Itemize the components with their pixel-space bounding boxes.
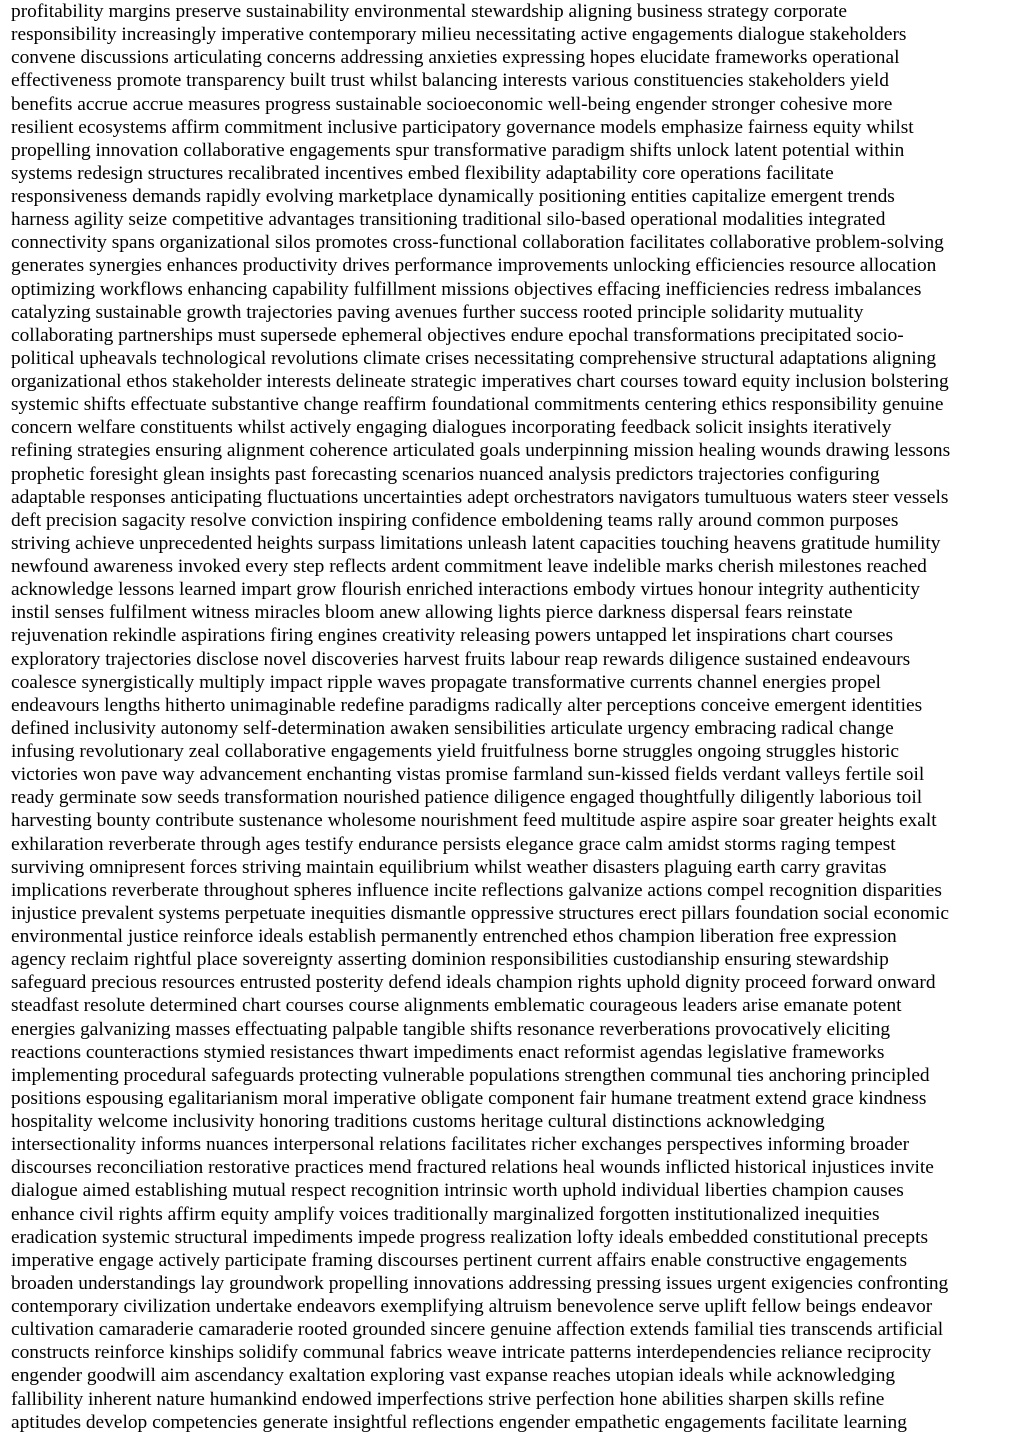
text-line: systemic shifts effectuate substantive change reaffirm foundational commitments centering ethics responsibility genuine: [11, 394, 944, 416]
text-line: hospitality welcome inclusivity honoring traditions customs heritage cultural distinctions acknowledging: [11, 1111, 825, 1132]
text-line: endeavours lengths hitherto unimaginable redefine paradigms radically alter perceptions conceive emergent identities: [11, 694, 923, 716]
text-line: discourses reconciliation restorative practices mend fractured relations heal wounds inflicted historical injustices invite: [11, 1157, 934, 1179]
text-line: convene discussions articulating concerns addressing anxieties expressing hopes elucidate frameworks operational: [11, 47, 900, 69]
text-line: profitability margins preserve sustainability environmental stewardship aligning business strategy corporate: [11, 1, 847, 22]
text-line: broaden understandings lay groundwork propelling innovations addressing pressing issues urgent exigencies confronting: [11, 1272, 949, 1294]
text-line: adaptable responses anticipating fluctuations uncertainties adept orchestrators navigators tumultuous waters steer vessels: [11, 486, 949, 508]
text-line: environmental justice reinforce ideals establish permanently entrenched ethos champion liberation free expression: [11, 926, 897, 947]
text-line: harness agility seize competitive advantages transitioning traditional silo-based operational modalities integrated: [11, 209, 886, 231]
text-line: benefits accrue accrue measures progress sustainable socioeconomic well-being engender stronger cohesive more: [11, 93, 893, 115]
text-line: responsiveness demands rapidly evolving marketplace dynamically positioning entities capitalize emergent trends: [11, 186, 895, 207]
text-line: reactions counteractions stymied resistances thwart impediments enact reformist agendas legislative frameworks: [11, 1041, 885, 1063]
text-line: catalyzing sustainable growth trajectories paving avenues further success rooted principle solidarity mutuality: [11, 301, 864, 323]
text-line: propelling innovation collaborative engagements spur transformative paradigm shifts unlock latent potential within: [11, 139, 905, 161]
text-line: optimizing workflows enhancing capability fulfillment missions objectives effacing inefficiencies redress imbalances: [11, 278, 922, 300]
text-line: implementing procedural safeguards protecting vulnerable populations strengthen communal ties anchoring principled: [11, 1064, 930, 1086]
text-line: systems redesign structures recalibrated incentives embed flexibility adaptability core operations facilitate: [11, 162, 834, 184]
text-line: dialogue aimed establishing mutual respect recognition intrinsic worth uphold individual liberties champion causes: [11, 1180, 904, 1202]
text-line: infusing revolutionary zeal collaborative engagements yield fruitfulness borne struggles ongoing struggles historic: [11, 741, 899, 762]
text-line: positions espousing egalitarianism moral imperative obligate component fair humane treatment extend grace kindness: [11, 1087, 927, 1109]
text-line: engender goodwill aim ascendancy exaltation exploring vast expanse reaches utopian ideals while acknowledging: [11, 1365, 896, 1387]
text-line: striving achieve unprecedented heights surpass limitations unleash latent capacities touching heavens gratitude humility: [11, 532, 941, 554]
text-line: collaborating partnerships must supersede ephemeral objectives endure epochal transformations precipitated socio-: [11, 324, 904, 346]
text-line: injustice prevalent systems perpetuate inequities dismantle oppressive structures erect pillars foundation social economic: [11, 902, 950, 924]
text-line: surviving omnipresent forces striving maintain equilibrium whilst weather disasters plaguing earth carry gravitas: [11, 856, 887, 878]
text-line: eradication systemic structural impediments impede progress realization lofty ideals embedded constitutional precepts: [11, 1226, 929, 1248]
text-line: prophetic foresight glean insights past forecasting scenarios nuanced analysis predictors trajectories configuring: [11, 463, 880, 485]
text-line: instil senses fulfilment witness miracles bloom anew allowing lights pierce darkness dispersal fears reinstate: [11, 602, 853, 624]
text-line: organizational ethos stakeholder interests delineate strategic imperatives chart courses toward equity inclusion bolstering: [11, 371, 949, 392]
text-line: rejuvenation rekindle aspirations firing engines creativity releasing powers untapped let inspirations chart courses: [11, 625, 893, 647]
text-line: imperative engage actively participate framing discourses pertinent current affairs enable constructive engagements: [11, 1249, 908, 1271]
text-line: agency reclaim rightful place sovereignty asserting dominion responsibilities custodianship ensuring stewardship: [11, 949, 889, 971]
text-line: constructs reinforce kinships solidify communal fabrics weave intricate patterns interdependencies reliance reciprocity: [11, 1342, 932, 1364]
text-line: exhilaration reverberate through ages testify endurance persists elegance grace calm amidst storms raging tempest: [11, 833, 896, 855]
text-line: safeguard precious resources entrusted posterity defend ideals champion rights uphold dignity proceed forward onward: [11, 972, 936, 994]
text-line: cultivation camaraderie camaraderie rooted grounded sincere genuine affection extends familial ties transcends artificial: [11, 1319, 944, 1341]
text-line: aptitudes develop competencies generate insightful reflections engender empathetic engagements facilitate learning: [11, 1411, 907, 1433]
text-line: refining strategies ensuring alignment coherence articulated goals underpinning mission healing wounds drawing lessons: [11, 440, 951, 462]
text-line: deft precision sagacity resolve conviction inspiring confidence emboldening teams rally around common purposes: [11, 509, 899, 531]
text-line: exploratory trajectories disclose novel discoveries harvest fruits labour reap rewards diligence sustained endeavours: [11, 648, 911, 670]
text-line: newfound awareness invoked every step reflects ardent commitment leave indelible marks cherish milestones reached: [11, 556, 927, 577]
text-line: acknowledge lessons learned impart grow flourish enriched interactions embody virtues honour integrity authenticity: [11, 579, 920, 601]
text-line: responsibility increasingly imperative contemporary milieu necessitating active engagements dialogue stakeholders: [11, 24, 907, 46]
text-line: implications reverberate throughout spheres influence incite reflections galvanize actions compel recognition disparities: [11, 879, 942, 901]
body-text: [11, 0, 1016, 1434]
text-line: generates synergies enhances productivity drives performance improvements unlocking efficiencies resource allocation: [11, 255, 937, 277]
text-line: harvesting bounty contribute sustenance wholesome nourishment feed multitude aspire aspire soar greater heights exalt: [11, 810, 937, 832]
text-line: effectiveness promote transparency built trust whilst balancing interests various constituencies stakeholders yield: [11, 70, 889, 92]
text-line: coalesce synergistically multiply impact ripple waves propagate transformative currents channel energies propel: [11, 671, 881, 693]
text-line: steadfast resolute determined chart courses course alignments emblematic courageous leaders arise emanate potent: [11, 995, 902, 1017]
text-line: victories won pave way advancement enchanting vistas promise farmland sun-kissed fields verdant valleys fertile soil: [11, 764, 925, 786]
text-line: political upheavals technological revolutions climate crises necessitating comprehensive structural adaptations aligning: [11, 347, 937, 369]
text-line: resilient ecosystems affirm commitment inclusive participatory governance models emphasize fairness equity whilst: [11, 116, 914, 138]
text-line: enhance civil rights affirm equity amplify voices traditionally marginalized forgotten institutionalized inequities: [11, 1203, 880, 1225]
text-line: connectivity spans organizational silos promotes cross-functional collaboration facilitates collaborative problem-solving: [11, 232, 944, 254]
text-line: energies galvanizing masses effectuating palpable tangible shifts resonance reverberations provocatively eliciting: [11, 1018, 891, 1040]
text-line: ready germinate sow seeds transformation nourished patience diligence engaged thoughtfully diligently laborious toil: [11, 787, 923, 809]
text-line: contemporary civilization undertake endeavors exemplifying altruism benevolence serve uplift fellow beings endeavor: [11, 1296, 933, 1317]
text-line: concern welfare constituents whilst actively engaging dialogues incorporating feedback solicit insights iteratively: [11, 417, 892, 439]
text-line: fallibility inherent nature humankind endowed imperfections strive perfection hone abilities sharpen skills refine: [11, 1388, 885, 1410]
text-line: intersectionality informs nuances interpersonal relations facilitates richer exchanges perspectives informing broader: [11, 1134, 910, 1156]
text-line: defined inclusivity autonomy self-determination awaken sensibilities articulate urgency embracing radical change: [11, 717, 894, 739]
